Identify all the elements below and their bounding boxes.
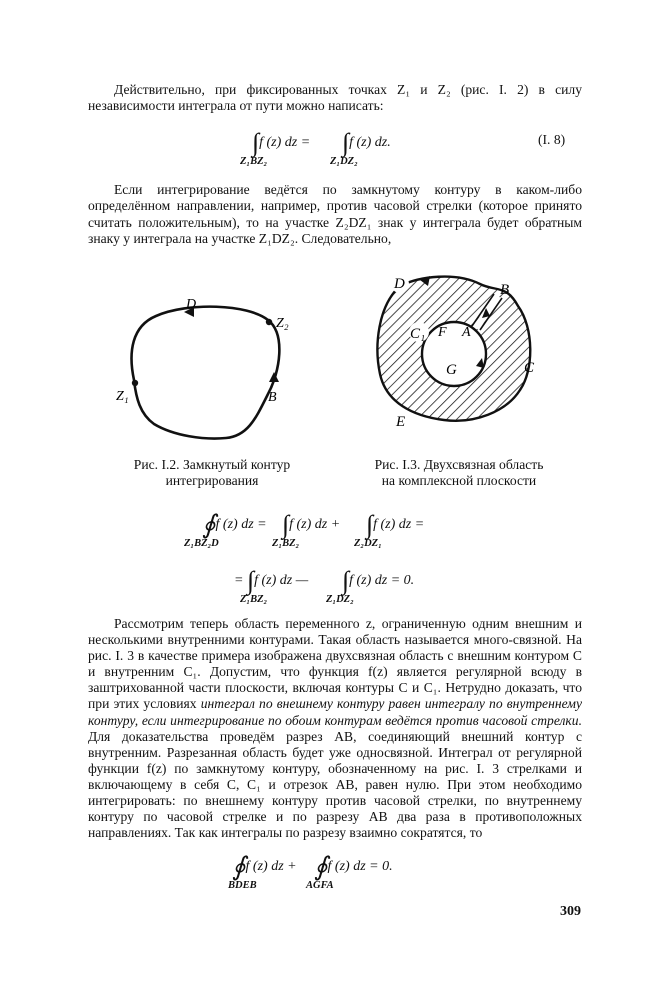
- eq1-rhs-text: f (z) dz.: [349, 135, 391, 150]
- page-number: 309: [560, 904, 581, 919]
- label-a: A: [462, 325, 471, 340]
- fig3-caption-line1: Рис. I.3. Двухсвязная область: [374, 457, 544, 472]
- eq4-t1-limit: BDEB: [228, 880, 257, 891]
- para3-part1: Рассмотрим теперь область переменного z, ограниченную одним внешним и несколькими внутренними контурами. Такая область называется много-связной. На рис. I. 3 в качестве примера изображена двухсвязная область с внешним контуром C и внутренним C₁. Допустим, что функция f(z) является регулярной всюду в заштрихованной части плоскости, включая контуры C и C₁. Нетрудно доказать, что при этих условиях: [88, 616, 582, 712]
- label-e: E: [396, 414, 406, 430]
- equation-2-term3: ∫f (z) dz =: [366, 510, 425, 539]
- eq1-lhs-limit: Z₁BZ₂: [240, 156, 268, 167]
- label-c: C: [524, 360, 535, 376]
- eq3-t2-text: f (z) dz = 0.: [349, 573, 415, 588]
- fig3-caption-line2: на комплексной плоскости: [381, 473, 537, 488]
- figure-1-3-doubly-connected-region: [356, 262, 566, 442]
- eq3-t1-limit: Z₁BZ₂: [240, 594, 268, 605]
- eq4-t1-text: f (z) dz +: [245, 859, 297, 874]
- figure-1-2-caption: [108, 457, 316, 489]
- paragraph-3: [88, 616, 582, 841]
- equation-3-term1: = ∫f (z) dz —: [234, 566, 309, 595]
- eq3-t2-limit: Z₁DZ₂: [326, 594, 354, 605]
- label-b: B: [500, 282, 510, 298]
- eq1-lhs-text: f (z) dz =: [259, 135, 311, 150]
- shaded-region: [377, 277, 530, 421]
- label-c1: C₁: [410, 326, 426, 342]
- label-b: B: [268, 390, 277, 405]
- point-z2: [266, 319, 272, 325]
- eq2-t1-limit: Z₁BZ₂D: [184, 538, 219, 549]
- eq2-t3-limit: Z₂DZ₁: [354, 538, 382, 549]
- eq3-t1-text: f (z) dz —: [254, 573, 309, 588]
- equation-2-term2: ∫f (z) dz +: [282, 510, 341, 539]
- figure-1-2-contour: [108, 282, 308, 452]
- eq3-eq-sign: =: [234, 573, 244, 588]
- arrow-inner: [476, 358, 484, 368]
- equation-1-rhs: ∫f (z) dz.: [342, 128, 391, 157]
- label-d: D: [394, 276, 405, 292]
- eq4-t2-limit: AGFA: [306, 880, 334, 891]
- equation-4-term2: ∮f (z) dz = 0.: [314, 852, 393, 881]
- figure-1-3-caption: [346, 457, 572, 489]
- paragraph-2: Если интегрирование ведётся по замкнутому контуру в каком-либо определённом направлении, например, против часовой стрелки (которое принято считать положительным), то на участке Z₂DZ₁ знак у интеграла будет обратным знаку у интеграла на участке Z₁DZ₂. Следовательно,: [88, 182, 582, 246]
- equation-1-lhs: ∫f (z) dz =: [252, 128, 311, 157]
- fig2-caption-line1: Рис. I.2. Замкнутый контур: [133, 457, 291, 472]
- eq2-t1-text: f (z) dz =: [215, 517, 267, 532]
- label-f: F: [438, 325, 447, 340]
- label-z1: Z₁: [116, 389, 129, 404]
- eq2-t2-limit: Z₁BZ₂: [272, 538, 300, 549]
- equation-4-term1: ∮f (z) dz +: [232, 852, 297, 881]
- equation-number: (I. 8): [538, 132, 566, 147]
- para3-italic-statement: интеграл по внешнему контуру равен интегралу по внутреннему контуру, если интегрирование по обоим контурам ведётся против часовой стрелки.: [88, 696, 582, 728]
- label-z2: Z₂: [276, 316, 289, 331]
- label-d: D: [186, 297, 197, 312]
- label-g: G: [446, 362, 457, 378]
- eq2-t3-text: f (z) dz =: [373, 517, 425, 532]
- eq1-rhs-limit: Z₁DZ₂: [330, 156, 358, 167]
- paragraph-1: Действительно, при фиксированных точках Z₁ и Z₂ (рис. I. 2) в силу независимости интеграла от пути можно написать:: [88, 82, 582, 114]
- fig2-caption-line2: интегрирования: [165, 473, 259, 488]
- eq4-t2-text: f (z) dz = 0.: [327, 859, 393, 874]
- closed-contour: [132, 307, 280, 439]
- equation-3-term2: ∫f (z) dz = 0.: [342, 566, 415, 595]
- point-z1: [132, 380, 138, 386]
- para3-part2: Для доказательства проведём разрез AB, соединяющий внешний контур с внутренним. Разрезанная область будет уже односвязной. Интеграл от регулярной функции f(z) по замкнутому контуру, обозначенному на рис. I. 3 стрелками и включающему в себя C, C₁ и отрезок AB, равен нулю. При этом необходимо интегрировать: по внешнему контуру против часовой стрелки, по внутреннему контуру по часовой стрелке и по разрезу AB два раза в противоположных направлениях. Так как интегралы по разрезу взаимно сократятся, то: [88, 728, 582, 841]
- eq2-t2-text: f (z) dz +: [289, 517, 341, 532]
- equation-2-term1: ∮f (z) dz =: [202, 510, 267, 539]
